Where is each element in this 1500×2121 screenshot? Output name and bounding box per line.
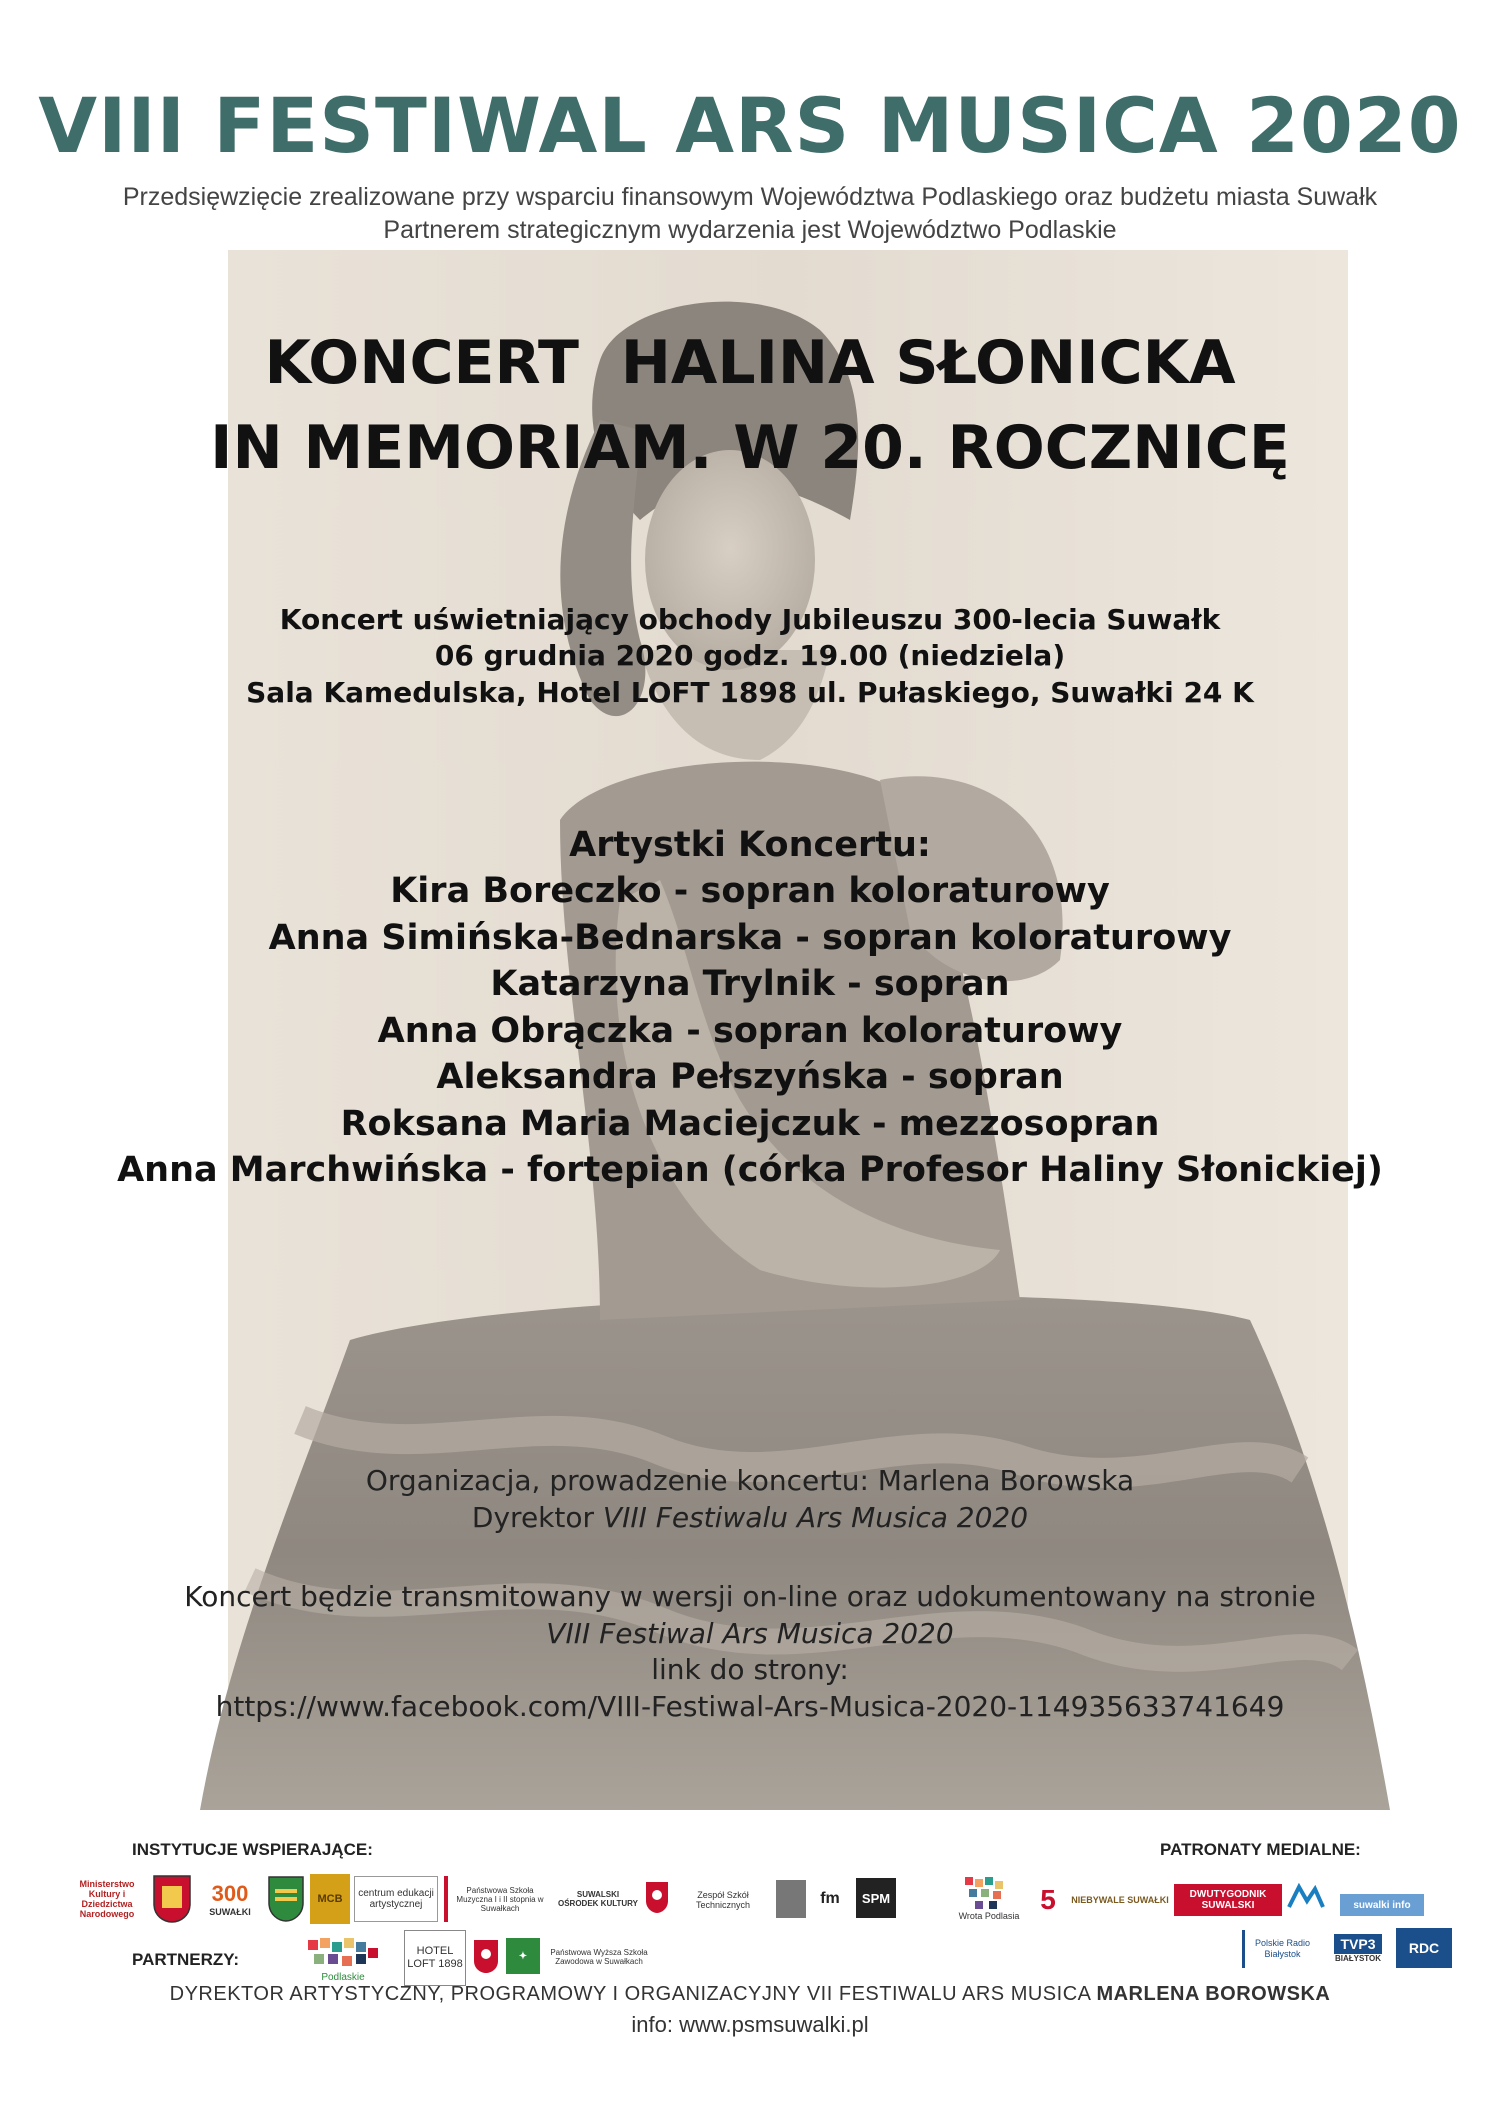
director-prefix: Dyrektor [471, 1501, 603, 1534]
sok-logo: SUWALSKI OŚRODEK KULTURY [558, 1890, 638, 1908]
artistic-director-line [0, 1983, 1500, 2006]
poland-eagle-partner-icon [472, 1936, 500, 1978]
artists-heading: Artystki Koncertu: [569, 825, 931, 865]
ministry-logo: Ministerstwo Kultury i Dziedzictwa Narodowego [79, 1879, 135, 1919]
concert-title-line-2: IN MEMORIAM. W 20. ROCZNICĘ [210, 413, 1290, 483]
podlaskie-logo [288, 1932, 398, 1986]
wrota-podlasia-text: Wrota Podlasia [958, 1911, 1020, 1921]
technical-school-logo: Zespół Szkół Technicznych [695, 1890, 751, 1910]
broadcast-note: Koncert będzie transmitowany w wersji on-line oraz udokumentowany na stronie [184, 1580, 1316, 1613]
suwalki-300-logo [198, 1876, 262, 1922]
centrum-edukacji-logo: centrum edukacji artystycznej [354, 1876, 438, 1922]
tvp3-logo [1326, 1926, 1390, 1970]
partners-label: PARTNERZY: [132, 1950, 240, 1969]
artist-item: Kira Boreczko - sopran koloraturowy [390, 871, 1110, 911]
artist-item: Anna Simińska-Bednarska - sopran koloraturowy [268, 917, 1232, 958]
fm-logo: fm [820, 1890, 840, 1907]
concert-venue: Sala Kamedulska, Hotel LOFT 1898 ul. Pułaskiego, Suwałki 24 K [246, 676, 1254, 709]
artists-section [0, 822, 1500, 1194]
concert-date: 06 grudnia 2020 godz. 19.00 (niedziela) [434, 639, 1066, 672]
wrota-podlasia-logo [950, 1872, 1028, 1926]
artist-item: Anna Marchwińska - fortepian (córka Profesor Haliny Słonickiej) [117, 1150, 1383, 1190]
mcb-logo: MCB [310, 1874, 350, 1924]
concert-title-line-1: KONCERT HALINA SŁONICKA [264, 328, 1236, 398]
media-patrons-label: PATRONATY MEDIALNE: [1160, 1840, 1361, 1859]
suwalki-coat-of-arms-icon [150, 1872, 194, 1926]
pwsz-logo: Państwowa Wyższa Szkoła Zawodowa w Suwałkach [550, 1948, 648, 1966]
director-line [0, 1501, 1500, 1534]
funding-note: Przedsięwzięcie zrealizowane przy wsparciu finansowym Województwa Podlaskiego oraz budżetu miasta Suwałk [122, 183, 1378, 211]
suwalki-300-number: 300 [211, 1881, 249, 1906]
niebywale-suwalki-logo: NIEBYWALE SUWAŁKI [1071, 1895, 1169, 1905]
dwutygodnik-suwalski-logo: DWUTYGODNIK SUWALSKI [1174, 1884, 1282, 1916]
face [645, 450, 815, 670]
concert-occasion: Koncert uświetniający obchody Jubileuszu 300-lecia Suwałk [279, 603, 1221, 636]
facebook-link[interactable]: https://www.facebook.com/VIII-Festiwal-Ars-Musica-2020-114935633741649 [215, 1690, 1285, 1723]
artist-item: Roksana Maria Maciejczuk - mezzosopran [340, 1103, 1160, 1144]
suwalki-300-subtitle: SUWAŁKI [209, 1907, 251, 1917]
spm-logo: SPM [856, 1878, 896, 1918]
hotel-loft-logo: HOTEL LOFT 1898 [404, 1930, 466, 1986]
tvp3-subtitle: BIAŁYSTOK [1334, 1953, 1382, 1963]
director-festival-name: VIII Festiwalu Ars Musica 2020 [602, 1501, 1029, 1534]
festival-title: VIII FESTIWAL ARS MUSICA 2020 [38, 81, 1462, 170]
pwsz-emblem-icon: ✦ [506, 1938, 540, 1974]
broadcast-festival-name: VIII Festiwal Ars Musica 2020 [546, 1617, 954, 1650]
spacer [1424, 1890, 1428, 1894]
suwalki-info-logo: suwalki info [1340, 1894, 1424, 1916]
artist-item: Anna Obrączka - sopran koloraturowy [377, 1010, 1123, 1051]
music-school-logo: Państwowa Szkoła Muzyczna I i II stopnia w Suwałkach [444, 1876, 552, 1922]
tv-logo-icon [1286, 1878, 1326, 1918]
rdc-logo: RDC [1396, 1928, 1452, 1968]
county-coat-of-arms-icon [266, 1874, 306, 1924]
podlaskie-text: Podlaskie [321, 1971, 365, 1983]
supporting-institutions-label: INSTYTUCJE WSPIERAJĄCE: [132, 1840, 373, 1859]
tvp3-text: TVP3 [1334, 1934, 1381, 1954]
poland-eagle-icon [644, 1878, 670, 1918]
organizer-line: Organizacja, prowadzenie koncertu: Marlena Borowska [365, 1464, 1135, 1497]
artist-item: Katarzyna Trylnik - sopran [490, 964, 1010, 1004]
info-website[interactable]: info: www.psmsuwalki.pl [631, 2012, 869, 2037]
artistic-director-name: MARLENA BOROWSKA [1096, 1983, 1331, 2005]
artist-item: Aleksandra Pełszyńska - sopran [436, 1057, 1064, 1097]
dress-skirt [200, 1295, 1390, 1810]
radio-5-logo: 5 [1040, 1884, 1056, 1915]
link-label: link do strony: [651, 1653, 849, 1686]
artistic-director-prefix: DYREKTOR ARTYSTYCZNY, PROGRAMOWY I ORGANIZACYJNY VII FESTIWALU ARS MUSICA [169, 1983, 1097, 2005]
portrait-logo [776, 1880, 806, 1918]
polskie-radio-logo: Polskie Radio Białystok [1242, 1930, 1320, 1968]
strategic-partner-note: Partnerem strategicznym wydarzenia jest Województwo Podlaskie [383, 216, 1117, 244]
